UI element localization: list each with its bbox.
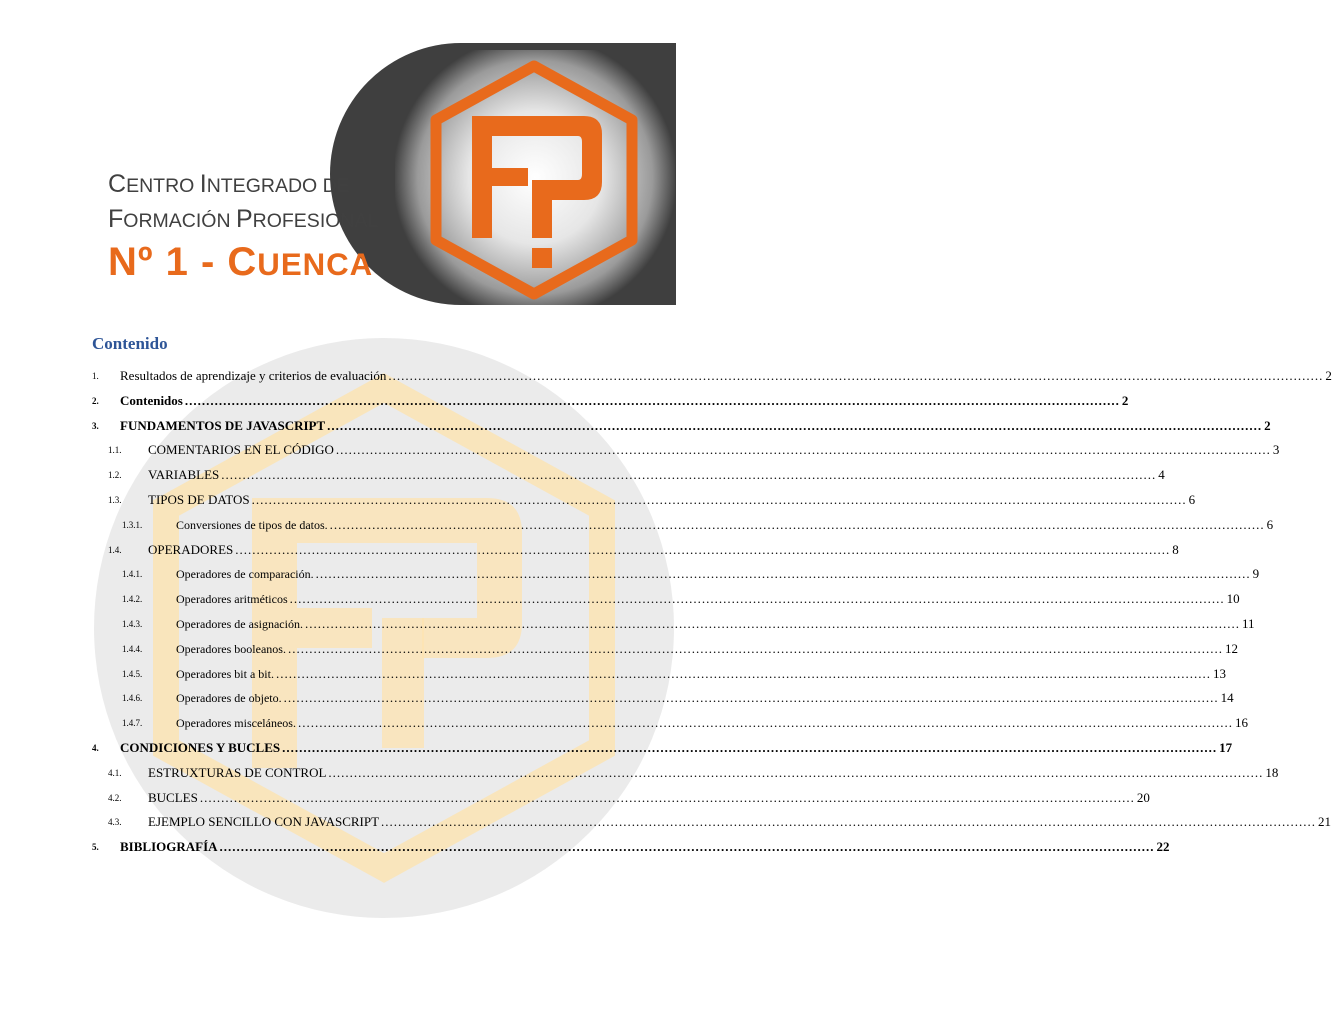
toc-entry-page: 4 (1158, 467, 1165, 483)
toc-entry-number: 4.2. (108, 792, 122, 803)
toc-entry-page: 13 (1212, 665, 1226, 681)
toc-dot-leader: ............................................................................................................................................................................................................................ (328, 764, 1264, 780)
table-of-contents (92, 334, 1332, 860)
toc-entry-label: Operadores de comparación. (176, 567, 314, 582)
toc-entry-number: 1.4.1. (122, 569, 143, 580)
toc-entry[interactable] (92, 562, 1260, 587)
toc-entry-page: 12 (1224, 640, 1238, 656)
toc-entry[interactable] (92, 513, 1274, 538)
toc-entry-label: Contenidos (120, 392, 183, 408)
toc-entry-number: 1.4.4. (122, 643, 143, 654)
toc-entry[interactable] (92, 686, 1234, 711)
toc-entry-page: 20 (1136, 789, 1150, 805)
toc-dot-leader: ............................................................................................................................................................................................................................ (184, 392, 1120, 408)
toc-entry-label: BIBLIOGRAFÍA (120, 839, 218, 855)
toc-entry-number: 1.4.7. (122, 718, 143, 729)
toc-dot-leader: ............................................................................................................................................................................................................................ (251, 491, 1187, 507)
toc-entry-number: 1.3.1. (122, 519, 143, 530)
header-banner (0, 0, 768, 320)
toc-entry[interactable] (92, 389, 1129, 414)
toc-entry-label: EJEMPLO SENCILLO CON JAVASCRIPT (148, 814, 380, 830)
toc-entry-number: 1.2. (108, 470, 122, 481)
toc-entry[interactable] (92, 587, 1240, 612)
toc-entry-page: 21 (1318, 814, 1332, 830)
toc-entry-label: FUNDAMENTOS DE JAVASCRIPT (120, 417, 326, 433)
toc-entry-label: Operadores aritméticos (176, 592, 288, 607)
toc-entry[interactable] (92, 637, 1238, 662)
toc-entry[interactable] (92, 538, 1179, 563)
toc-entry[interactable] (92, 786, 1150, 811)
toc-entry[interactable] (92, 736, 1233, 761)
toc-entry-number: 1.3. (108, 494, 122, 505)
toc-dot-leader: ............................................................................................................................................................................................................................ (304, 615, 1240, 631)
toc-entry-page: 2 (1121, 392, 1129, 408)
toc-entry-page: 2 (1264, 417, 1271, 433)
toc-entry-number: 4.3. (108, 817, 122, 828)
toc-entry-label: Operadores misceláneos. (176, 716, 296, 731)
toc-dot-leader: ............................................................................................................................................................................................................................ (219, 839, 1155, 855)
toc-entry-page: 6 (1266, 516, 1274, 532)
title-line-1: CENTRO INTEGRADO DE (108, 170, 350, 198)
toc-entry-page: 14 (1220, 690, 1234, 706)
toc-entry-label: Operadores bit a bit. (176, 666, 274, 681)
toc-dot-leader: ............................................................................................................................................................................................................................ (329, 516, 1265, 532)
toc-entry-number: 1.1. (108, 445, 122, 456)
toc-entry[interactable] (92, 835, 1170, 860)
title-line-2: FORMACIÓN PROFESIONAL (108, 205, 379, 233)
toc-dot-leader: ............................................................................................................................................................................................................................ (289, 591, 1225, 607)
toc-entry[interactable] (92, 761, 1279, 786)
toc-entry-label: CONDICIONES Y BUCLES (120, 739, 281, 755)
toc-entry-page: 8 (1172, 541, 1179, 557)
toc-entry-number: 1.4. (108, 544, 122, 555)
toc-entry-label: TIPOS DE DATOS (148, 491, 250, 507)
toc-entry-page: 18 (1265, 764, 1279, 780)
toc-entry-number: 1. (92, 371, 99, 381)
toc-entry-page: 17 (1219, 739, 1233, 755)
toc-dot-leader: ............................................................................................................................................................................................................................ (327, 417, 1263, 433)
fp-logo (428, 62, 640, 298)
toc-entry[interactable] (92, 438, 1280, 463)
toc-dot-leader: ............................................................................................................................................................................................................................ (283, 690, 1219, 706)
toc-entry-number: 5. (92, 842, 99, 853)
toc-entry-label: Conversiones de tipos de datos. (176, 517, 328, 532)
toc-entry-label: BUCLES (148, 789, 198, 805)
toc-dot-leader: ............................................................................................................................................................................................................................ (282, 739, 1218, 755)
toc-entry-page: 3 (1272, 442, 1280, 458)
toc-entry-page: 10 (1226, 591, 1240, 607)
toc-entry-page: 16 (1234, 715, 1248, 731)
toc-entry-number: 4.1. (108, 767, 122, 778)
toc-dot-leader: ............................................................................................................................................................................................................................ (221, 467, 1157, 483)
toc-entry[interactable] (92, 488, 1196, 513)
toc-dot-leader: ............................................................................................................................................................................................................................ (381, 814, 1317, 830)
toc-entry[interactable] (92, 414, 1271, 439)
toc-dot-leader: ............................................................................................................................................................................................................................ (388, 368, 1324, 383)
toc-entry-page: 2 (1325, 368, 1332, 383)
toc-dot-leader: ............................................................................................................................................................................................................................ (275, 665, 1211, 681)
toc-dot-leader: ............................................................................................................................................................................................................................ (315, 566, 1251, 582)
toc-entry-label: Operadores booleanos. (176, 641, 286, 656)
toc-entry[interactable] (92, 711, 1248, 736)
toc-entry-number: 1.4.3. (122, 618, 143, 629)
toc-entries (92, 364, 1332, 860)
toc-dot-leader: ............................................................................................................................................................................................................................ (287, 640, 1223, 656)
toc-entry[interactable] (92, 364, 1332, 389)
toc-entry[interactable] (92, 662, 1226, 687)
toc-entry-number: 3. (92, 420, 99, 431)
toc-dot-leader: ............................................................................................................................................................................................................................ (297, 715, 1233, 731)
toc-dot-leader: ............................................................................................................................................................................................................................ (335, 442, 1271, 458)
toc-entry-label: OPERADORES (148, 541, 234, 557)
toc-entry-label: VARIABLES (148, 467, 220, 483)
toc-entry[interactable] (92, 612, 1255, 637)
toc-entry-label: Operadores de asignación. (176, 616, 303, 631)
toc-entry-number: 1.4.6. (122, 693, 143, 704)
toc-entry-label: Resultados de aprendizaje y criterios de evaluación (120, 368, 387, 383)
toc-entry[interactable] (92, 463, 1165, 488)
toc-entry-page: 11 (1241, 615, 1255, 631)
toc-entry-label: COMENTARIOS EN EL CÓDIGO (148, 442, 334, 458)
toc-entry-label: ESTRUXTURAS DE CONTROL (148, 764, 327, 780)
toc-dot-leader: ............................................................................................................................................................................................................................ (199, 789, 1135, 805)
toc-entry-page: 22 (1156, 839, 1170, 855)
title-line-3: Nº 1 - CUENCA (108, 240, 374, 284)
toc-entry-label: Operadores de objeto. (176, 691, 282, 706)
toc-heading: Contenido (92, 334, 168, 353)
toc-entry-number: 2. (92, 395, 99, 406)
toc-entry-number: 1.4.5. (122, 668, 143, 679)
toc-dot-leader: ............................................................................................................................................................................................................................ (235, 541, 1171, 557)
toc-entry-number: 1.4.2. (122, 594, 143, 605)
toc-entry-page: 9 (1252, 566, 1260, 582)
toc-entry-number: 4. (92, 742, 99, 753)
toc-entry-page: 6 (1188, 491, 1196, 507)
toc-entry[interactable] (92, 810, 1332, 835)
